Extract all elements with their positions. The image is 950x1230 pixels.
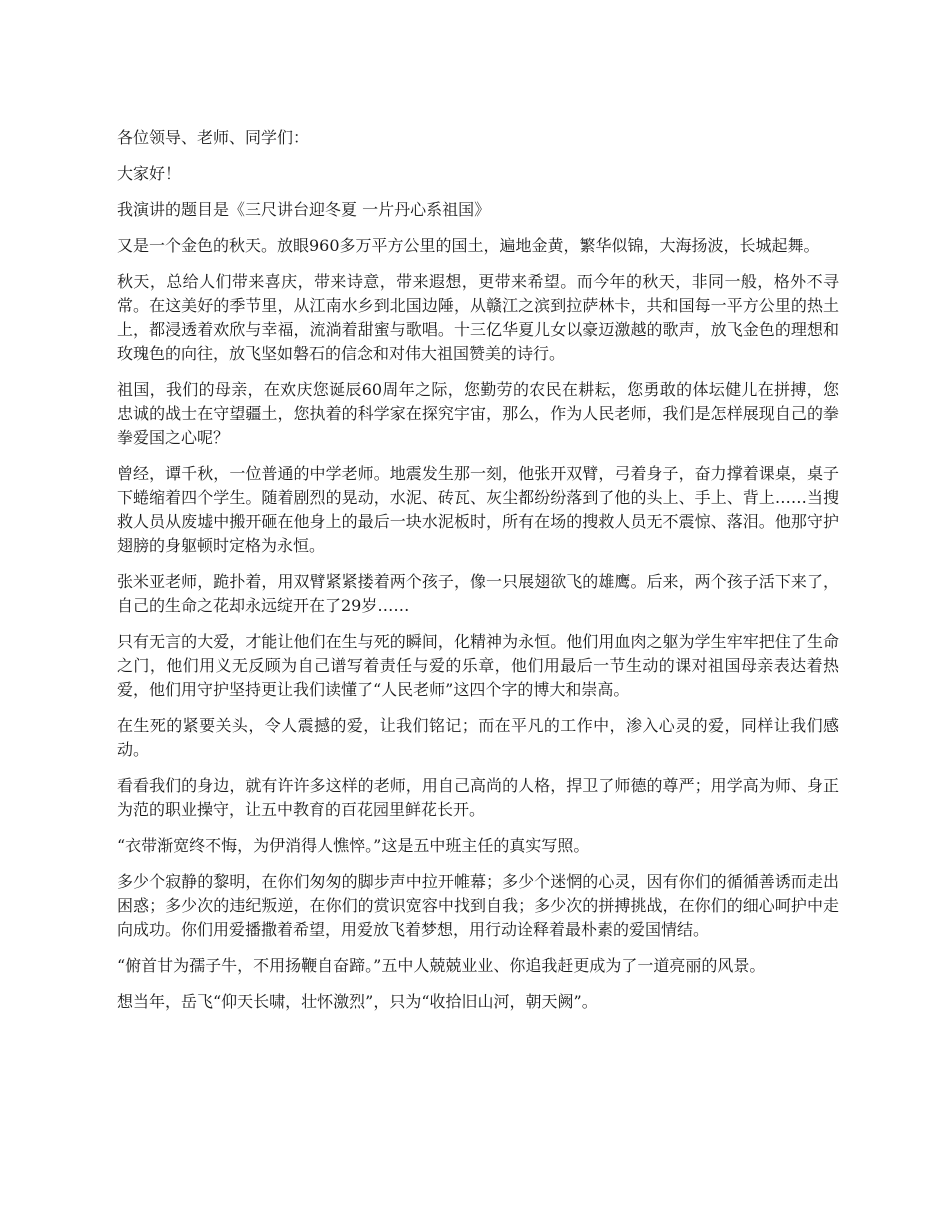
paragraph: “俯首甘为孺子牛，不用扬鞭自奋蹄。”五中人兢兢业业、你追我赶更成为了一道亮丽的风景。 [117,956,766,975]
paragraph: 张米亚老师，跪扑着，用双臂紧紧搂着两个孩子，像一只展翅欲飞的雄鹰。后来，两个孩子活下来了，自己的生命之花却永远绽开在了29岁…… [117,572,839,615]
paragraph: 想当年，岳飞“仰天长啸，壮怀激烈”，只为“收拾旧山河，朝天阙”。 [117,992,598,1011]
greeting: 大家好！ [117,164,182,183]
paragraph: 秋天，总给人们带来喜庆，带来诗意，带来遐想，更带来希望。而今年的秋天，非同一般，格外不寻常。在这美好的季节里，从江南水乡到北国边陲，从赣江之滨到拉萨林卡，共和国每一平方公里的热土上，都浸透着欢欣与幸福，流淌着甜蜜与歌唱。十三亿华夏儿女以豪迈激越的歌声，放飞金色的理想和玫瑰色的向往，放飞坚如磐石的信念和对伟大祖国赞美的诗行。 [117,272,839,363]
speech-title-line: 我演讲的题目是《三尺讲台迎冬夏 一片丹心系祖国》 [117,200,491,219]
paragraph: 祖国，我们的母亲，在欢庆您诞辰60周年之际，您勤劳的农民在耕耘，您勇敢的体坛健儿在拼搏，您忠诚的战士在守望疆土，您执着的科学家在探究宇宙，那么，作为人民老师，我们是怎样展现自己的拳拳爱国之心呢？ [117,380,839,447]
salutation: 各位领导、老师、同学们： [117,128,310,147]
document-body [117,126,839,1026]
paragraph: “衣带渐宽终不悔，为伊消得人憔悴。”这是五中班主任的真实写照。 [117,836,590,855]
paragraph: 看看我们的身边，就有许许多这样的老师，用自己高尚的人格，捍卫了师德的尊严；用学高为师、身正为范的职业操守，让五中教育的百花园里鲜花长开。 [117,776,839,819]
paragraph: 在生死的紧要关头，令人震撼的爱，让我们铭记；而在平凡的工作中，渗入心灵的爱，同样让我们感动。 [117,716,839,759]
paragraph: 又是一个金色的秋天。放眼960多万平方公里的国土，遍地金黄，繁华似锦，大海扬波，长城起舞。 [117,236,820,255]
paragraph: 多少个寂静的黎明，在你们匆匆的脚步声中拉开帷幕；多少个迷惘的心灵，因有你们的循循善诱而走出困惑；多少次的违纪叛逆，在你们的赏识宽容中找到自我；多少次的拼搏挑战，在你们的细心呵护中走向成功。你们用爱播撒着希望，用爱放飞着梦想，用行动诠释着最朴素的爱国情结。 [117,872,839,939]
paragraph: 曾经，谭千秋，一位普通的中学老师。地震发生那一刻，他张开双臂，弓着身子，奋力撑着课桌，桌子下蜷缩着四个学生。随着剧烈的晃动，水泥、砖瓦、灰尘都纷纷落到了他的头上、手上、背上……当搜救人员从废墟中搬开砸在他身上的最后一块水泥板时，所有在场的搜救人员无不震惊、落泪。他那守护翅膀的身躯顿时定格为永恒。 [117,464,839,555]
paragraph: 只有无言的大爱，才能让他们在生与死的瞬间，化精神为永恒。他们用血肉之躯为学生牢牢把住了生命之门，他们用义无反顾为自己谱写着责任与爱的乐章，他们用最后一节生动的课对祖国母亲表达着热爱，他们用守护坚持更让我们读懂了“人民老师”这四个字的博大和崇高。 [117,632,839,699]
